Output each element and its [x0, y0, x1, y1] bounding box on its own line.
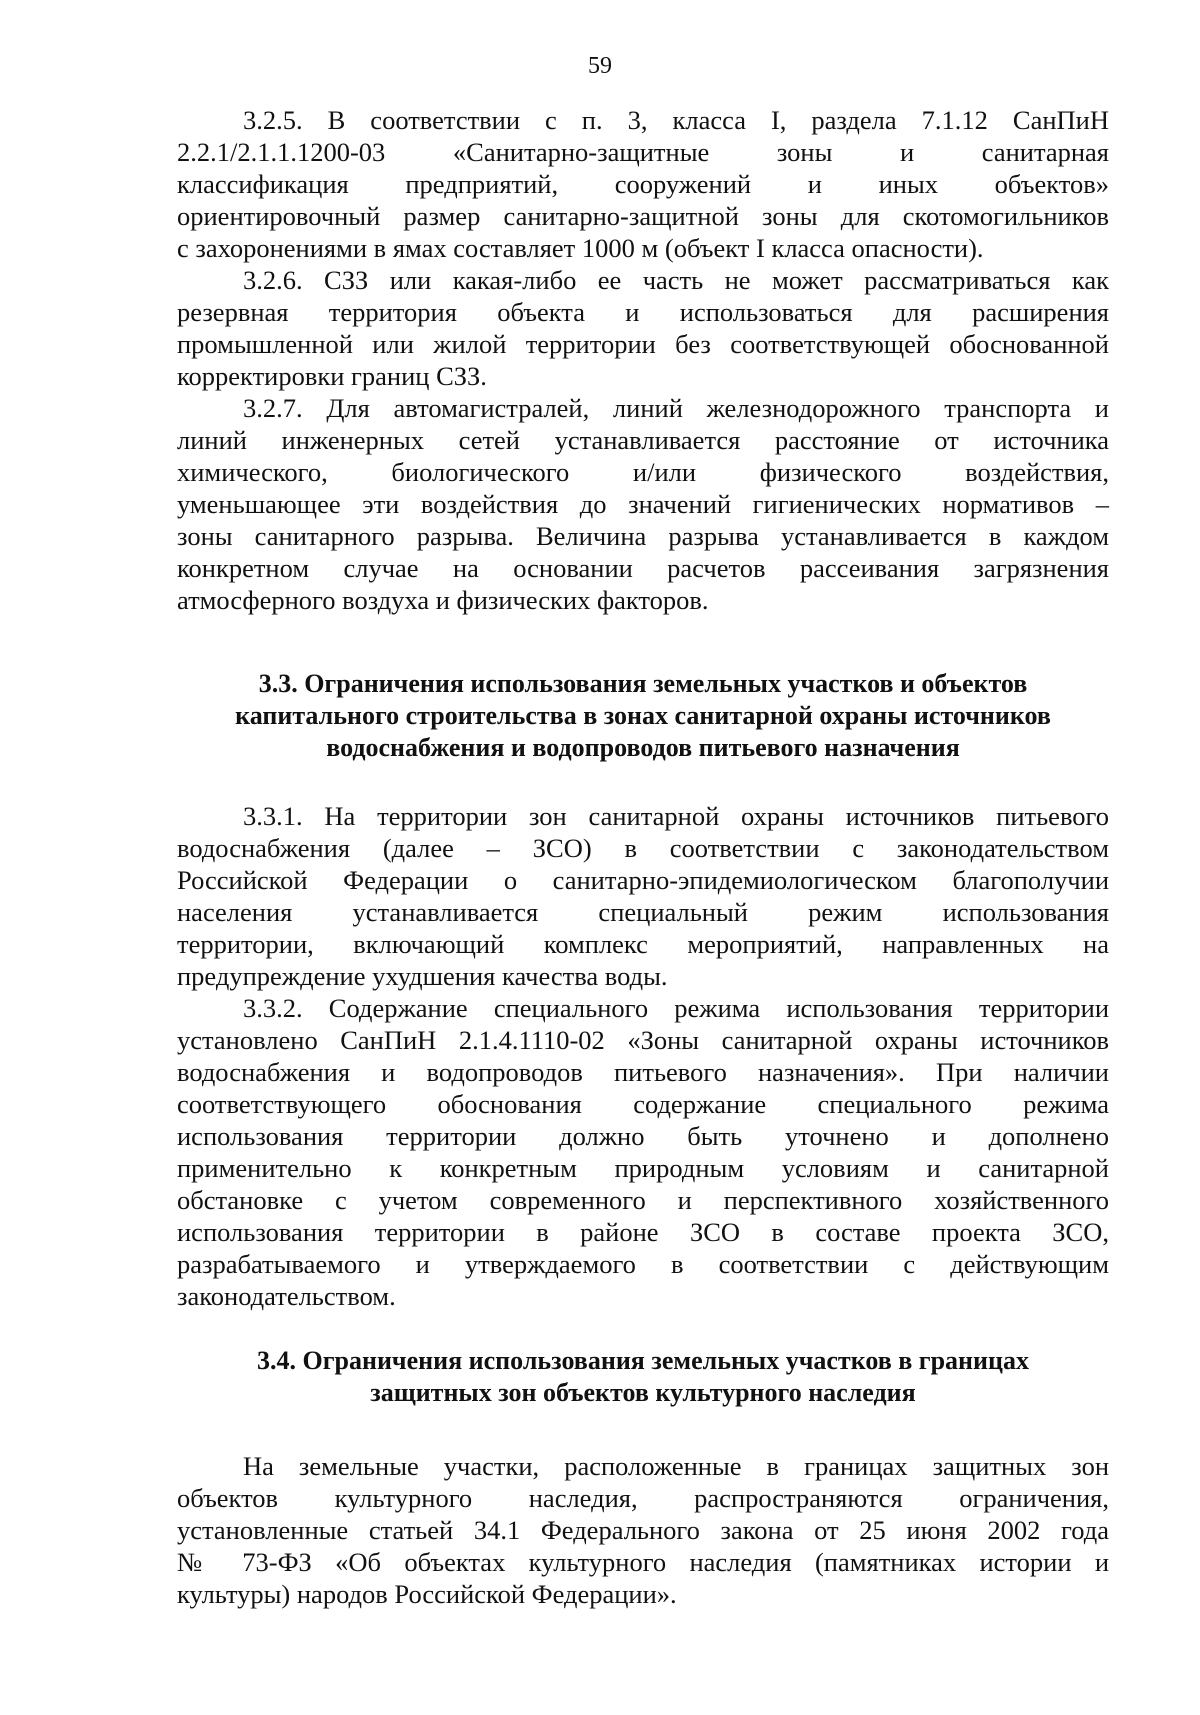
paragraph-line: химического, биологического и/или физического воздействия, — [177, 457, 1109, 487]
paragraph-line: водоснабжения и водопроводов питьевого назначения». При наличии — [177, 1057, 1109, 1087]
paragraph-3-2-6 — [177, 264, 1109, 392]
paragraph-line: соответствующего обоснования содержание специального режима — [177, 1089, 1109, 1119]
paragraph-line: резервная территория объекта и использоваться для расширения — [177, 297, 1109, 327]
paragraph-line: линий инженерных сетей устанавливается расстояние от источника — [177, 425, 1109, 455]
paragraph-line: объектов культурного наследия, распространяются ограничения, — [177, 1483, 1109, 1513]
heading-line: 3.3. Ограничения использования земельных участков и объектов — [258, 669, 1028, 698]
paragraph-3-4 — [177, 1450, 1109, 1610]
paragraph-line: обстановке с учетом современного и перспективного хозяйственного — [177, 1185, 1109, 1215]
paragraph-line: 3.3.1. На территории зон санитарной охраны источников питьевого — [243, 801, 1109, 831]
paragraph-line: с захоронениями в ямах составляет 1000 м (объект I класса опасности). — [177, 233, 984, 263]
paragraph-3-2-5 — [177, 104, 1109, 264]
section-heading-3-4 — [177, 1345, 1109, 1409]
paragraph-line: населения устанавливается специальный режим использования — [177, 897, 1109, 927]
paragraph-line: уменьшающее эти воздействия до значений гигиенических нормативов – — [177, 489, 1109, 519]
paragraph-line: классификация предприятий, сооружений и иных объектов» — [177, 169, 1109, 199]
paragraph-line: 3.2.7. Для автомагистралей, линий железнодорожного транспорта и — [243, 393, 1109, 423]
paragraph-line: промышленной или жилой территории без соответствующей обоснованной — [177, 329, 1109, 359]
heading-line: защитных зон объектов культурного наследия — [370, 1378, 916, 1407]
paragraph-line: атмосферного воздуха и физических факторов. — [177, 585, 709, 615]
paragraph-line: водоснабжения (далее – ЗСО) в соответствии с законодательством — [177, 833, 1109, 863]
paragraph-line: культуры) народов Российской Федерации». — [177, 1579, 677, 1609]
paragraph-line: разрабатываемого и утверждаемого в соответствии с действующим — [177, 1249, 1109, 1279]
paragraph-line: 3.2.5. В соответствии с п. 3, класса I, раздела 7.1.12 СанПиН — [243, 105, 1109, 135]
section-heading-3-3 — [177, 668, 1109, 764]
paragraph-3-2-7 — [177, 392, 1109, 616]
paragraph-line: 3.2.6. СЗЗ или какая-либо ее часть не может рассматриваться как — [243, 265, 1109, 295]
paragraph-line: 3.3.2. Содержание специального режима использования территории — [243, 993, 1109, 1023]
paragraph-line: конкретном случае на основании расчетов рассеивания загрязнения — [177, 553, 1109, 583]
paragraph-line: № 73-ФЗ «Об объектах культурного наследия (памятниках истории и — [177, 1547, 1109, 1577]
heading-line: 3.4. Ограничения использования земельных участков в границах — [256, 1346, 1029, 1375]
paragraph-3-3-2 — [177, 992, 1109, 1312]
paragraph-line: предупреждение ухудшения качества воды. — [177, 961, 668, 991]
page-number: 59 — [588, 53, 612, 79]
paragraph-line: 2.2.1/2.1.1.1200-03 «Санитарно-защитные зоны и санитарная — [177, 137, 1109, 167]
paragraph-line: использования территории в районе ЗСО в составе проекта ЗСО, — [177, 1217, 1109, 1247]
paragraph-line: На земельные участки, расположенные в границах защитных зон — [243, 1451, 1109, 1481]
paragraph-line: применительно к конкретным природным условиям и санитарной — [177, 1153, 1109, 1183]
paragraph-line: зоны санитарного разрыва. Величина разрыва устанавливается в каждом — [177, 521, 1109, 551]
heading-line: водоснабжения и водопроводов питьевого назначения — [326, 733, 960, 762]
paragraph-line: установлено СанПиН 2.1.4.1110-02 «Зоны санитарной охраны источников — [177, 1025, 1109, 1055]
heading-line: капитального строительства в зонах санитарной охраны источников — [235, 701, 1051, 730]
paragraph-line: законодательством. — [177, 1281, 396, 1311]
paragraph-line: территории, включающий комплекс мероприятий, направленных на — [177, 929, 1109, 959]
paragraph-line: использования территории должно быть уточнено и дополнено — [177, 1121, 1109, 1151]
paragraph-line: корректировки границ СЗЗ. — [177, 361, 487, 391]
paragraph-line: ориентировочный размер санитарно-защитной зоны для скотомогильников — [177, 201, 1109, 231]
paragraph-line: Российской Федерации о санитарно-эпидемиологическом благополучии — [177, 865, 1109, 895]
paragraph-line: установленные статьей 34.1 Федерального закона от 25 июня 2002 года — [177, 1515, 1109, 1545]
paragraph-3-3-1 — [177, 800, 1109, 992]
